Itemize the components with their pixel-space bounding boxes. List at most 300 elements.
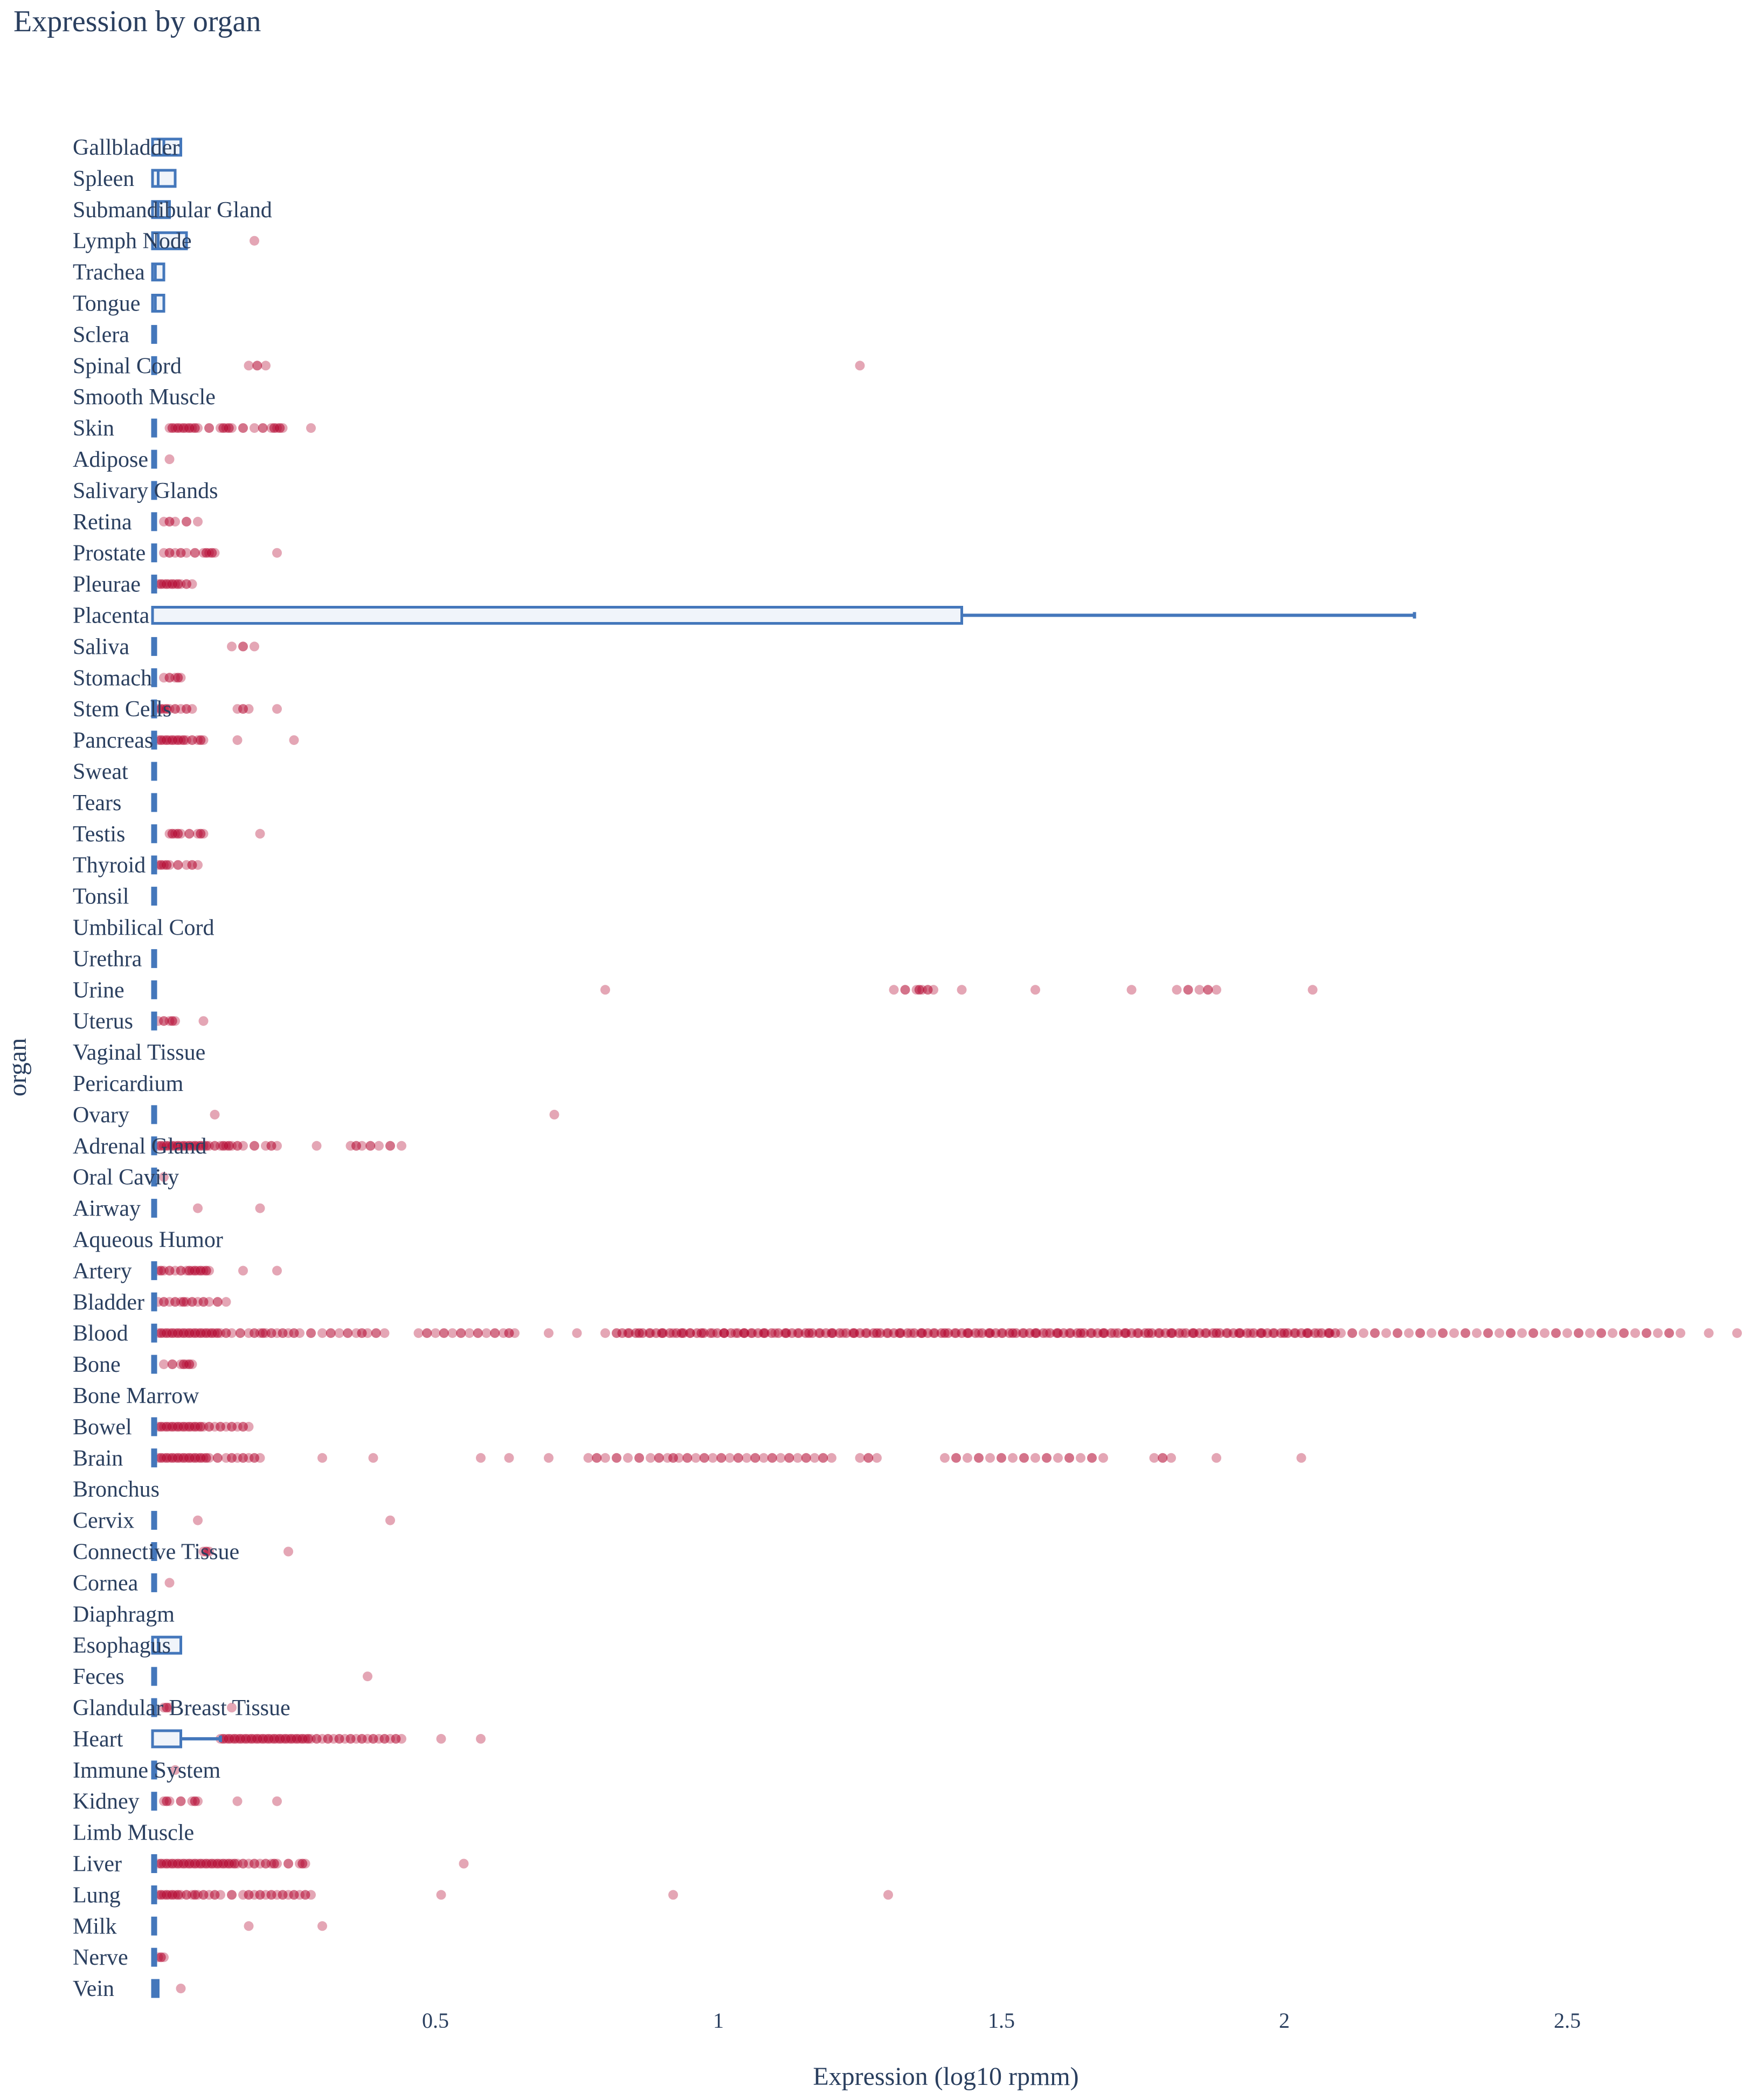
point-brain[interactable] (476, 1453, 486, 1463)
point-blood[interactable] (1381, 1328, 1391, 1338)
point-blood[interactable] (1483, 1328, 1493, 1338)
point-uterus[interactable] (170, 1016, 180, 1026)
point-feces[interactable] (363, 1671, 372, 1681)
point-blood[interactable] (1653, 1328, 1663, 1338)
box-rect (153, 982, 156, 998)
point-brain[interactable] (691, 1453, 701, 1463)
point-brain[interactable] (974, 1453, 984, 1463)
point-bone[interactable] (188, 1359, 197, 1369)
box-rect (153, 1356, 156, 1372)
point-prostate[interactable] (210, 548, 220, 558)
point-blood[interactable] (456, 1328, 466, 1338)
point-blood[interactable] (295, 1328, 305, 1338)
category-label-bone: Bone (73, 1352, 121, 1378)
point-prostate[interactable] (190, 548, 200, 558)
box-rect (153, 1262, 156, 1279)
point-artery[interactable] (272, 1266, 282, 1275)
point-urine[interactable] (1172, 985, 1182, 994)
point-brain[interactable] (940, 1453, 950, 1463)
box-tears[interactable] (153, 795, 156, 811)
box-sclera[interactable] (153, 326, 156, 342)
point-blood[interactable] (1608, 1328, 1617, 1338)
point-airway[interactable] (255, 1204, 265, 1213)
point-kidney[interactable] (233, 1797, 243, 1806)
point-brain[interactable] (1053, 1453, 1063, 1463)
point-blood[interactable] (1574, 1328, 1583, 1338)
category-label-skin: Skin (73, 416, 115, 441)
box-stomach[interactable] (153, 669, 156, 686)
point-adipose[interactable] (165, 454, 175, 464)
category-label-placenta: Placenta (73, 603, 150, 628)
box-rect (153, 1731, 181, 1747)
point-heart[interactable] (397, 1734, 406, 1744)
outlier-points-layer (154, 236, 1742, 1993)
point-connective-tissue[interactable] (283, 1547, 293, 1557)
point-ovary[interactable] (550, 1110, 559, 1120)
box-rect (153, 1856, 156, 1872)
box-rect (153, 638, 156, 654)
point-blood[interactable] (371, 1328, 381, 1338)
box-urine[interactable] (153, 982, 156, 998)
point-blood[interactable] (1461, 1328, 1470, 1338)
point-urine[interactable] (889, 985, 899, 994)
point-pancreas[interactable] (199, 735, 209, 745)
point-brain[interactable] (784, 1453, 794, 1463)
point-urine[interactable] (901, 985, 910, 994)
point-saliva[interactable] (250, 641, 259, 651)
point-blood[interactable] (343, 1328, 352, 1338)
point-skin[interactable] (238, 423, 248, 433)
point-urine[interactable] (1184, 985, 1193, 994)
point-stem-cells[interactable] (188, 704, 197, 714)
box-rect (153, 857, 156, 873)
point-urine[interactable] (600, 985, 610, 994)
point-vein[interactable] (176, 1984, 186, 1993)
point-blood[interactable] (306, 1328, 316, 1338)
point-prostate[interactable] (272, 548, 282, 558)
point-spinal-cord[interactable] (261, 361, 271, 370)
point-bone[interactable] (159, 1359, 169, 1369)
category-label-vein: Vein (73, 1977, 114, 2002)
point-brain[interactable] (700, 1453, 709, 1463)
point-blood[interactable] (1596, 1328, 1606, 1338)
point-retina[interactable] (182, 517, 191, 527)
point-lymph-node[interactable] (250, 236, 259, 246)
point-blood[interactable] (1642, 1328, 1651, 1338)
point-urine[interactable] (929, 985, 938, 994)
point-blood[interactable] (1415, 1328, 1425, 1338)
chart-title: Expression by organ (13, 5, 261, 38)
box-skin[interactable] (153, 420, 156, 436)
point-heart[interactable] (476, 1734, 486, 1744)
point-saliva[interactable] (227, 641, 237, 651)
point-blood[interactable] (600, 1328, 610, 1338)
point-blood[interactable] (1732, 1328, 1742, 1338)
point-testis[interactable] (199, 829, 209, 839)
point-brain[interactable] (767, 1453, 777, 1463)
point-milk[interactable] (317, 1921, 327, 1931)
point-adrenal-gland[interactable] (272, 1141, 282, 1151)
category-label-nerve: Nerve (73, 1945, 128, 1971)
point-brain[interactable] (708, 1453, 718, 1463)
point-brain[interactable] (742, 1453, 752, 1463)
point-adrenal-gland[interactable] (385, 1141, 395, 1151)
point-spinal-cord[interactable] (855, 361, 865, 370)
point-spinal-cord[interactable] (244, 361, 254, 370)
point-blood[interactable] (448, 1328, 458, 1338)
point-brain[interactable] (963, 1453, 972, 1463)
point-liver[interactable] (459, 1859, 469, 1869)
box-lung[interactable] (153, 1887, 156, 1903)
point-adrenal-gland[interactable] (312, 1141, 322, 1151)
point-skin[interactable] (193, 423, 203, 433)
point-blood[interactable] (1449, 1328, 1459, 1338)
point-liver[interactable] (283, 1859, 293, 1869)
point-urine[interactable] (1308, 985, 1318, 994)
category-labels (73, 135, 290, 2001)
point-blood[interactable] (1495, 1328, 1504, 1338)
box-rect (153, 1294, 156, 1310)
point-brain[interactable] (759, 1453, 769, 1463)
box-vein[interactable] (153, 1980, 158, 1997)
point-brain[interactable] (1098, 1453, 1108, 1463)
point-blood[interactable] (465, 1328, 474, 1338)
point-lung[interactable] (668, 1890, 678, 1899)
point-uterus[interactable] (199, 1016, 209, 1026)
category-label-immune-system: Immune System (73, 1758, 221, 1783)
category-label-tears: Tears (73, 790, 122, 816)
box-liver[interactable] (153, 1856, 156, 1872)
point-stem-cells[interactable] (244, 704, 254, 714)
point-blood[interactable] (1404, 1328, 1414, 1338)
point-brain[interactable] (1008, 1453, 1018, 1463)
box-brain[interactable] (153, 1450, 156, 1466)
point-stomach[interactable] (176, 673, 186, 682)
category-label-ovary: Ovary (73, 1102, 129, 1128)
point-blood[interactable] (1370, 1328, 1380, 1338)
point-brain[interactable] (827, 1453, 836, 1463)
point-kidney[interactable] (193, 1797, 203, 1806)
point-blood[interactable] (1540, 1328, 1550, 1338)
box-bone[interactable] (153, 1356, 156, 1372)
point-blood[interactable] (1630, 1328, 1640, 1338)
point-blood[interactable] (1551, 1328, 1561, 1338)
box-rect (153, 826, 156, 842)
point-adrenal-gland[interactable] (374, 1141, 384, 1151)
point-brain[interactable] (584, 1453, 593, 1463)
point-blood[interactable] (380, 1328, 390, 1338)
point-blood[interactable] (1331, 1328, 1340, 1338)
point-thyroid[interactable] (165, 860, 175, 870)
box-bowel[interactable] (153, 1419, 156, 1435)
point-artery[interactable] (238, 1266, 248, 1275)
point-cervix[interactable] (193, 1516, 203, 1525)
box-ovary[interactable] (153, 1107, 156, 1123)
point-brain[interactable] (872, 1453, 882, 1463)
box-rect (153, 795, 156, 811)
box-sweat[interactable] (153, 763, 156, 779)
point-blood[interactable] (1619, 1328, 1629, 1338)
category-label-bronchus: Bronchus (73, 1477, 160, 1502)
point-cornea[interactable] (165, 1578, 175, 1587)
point-brain[interactable] (623, 1453, 633, 1463)
point-brain[interactable] (750, 1453, 760, 1463)
point-brain[interactable] (1030, 1453, 1040, 1463)
point-brain[interactable] (725, 1453, 735, 1463)
point-blood[interactable] (1393, 1328, 1402, 1338)
point-nerve[interactable] (159, 1952, 169, 1962)
point-pleurae[interactable] (188, 579, 197, 589)
point-brain[interactable] (855, 1453, 865, 1463)
box-feces[interactable] (153, 1668, 156, 1684)
point-lung[interactable] (306, 1890, 316, 1899)
point-brain[interactable] (204, 1453, 214, 1463)
point-brain[interactable] (213, 1453, 223, 1463)
point-bladder[interactable] (213, 1297, 223, 1307)
box-airway[interactable] (153, 1200, 156, 1217)
category-label-sclera: Sclera (73, 322, 129, 348)
point-skin[interactable] (258, 423, 268, 433)
point-brain[interactable] (1297, 1453, 1306, 1463)
point-brain[interactable] (612, 1453, 621, 1463)
box-testis[interactable] (153, 826, 156, 842)
box-kidney[interactable] (153, 1793, 156, 1809)
point-brain[interactable] (985, 1453, 995, 1463)
point-blood[interactable] (1427, 1328, 1436, 1338)
point-brain[interactable] (1150, 1453, 1159, 1463)
point-brain[interactable] (600, 1453, 610, 1463)
box-thyroid[interactable] (153, 857, 156, 873)
box-rect (153, 1512, 156, 1529)
point-testis[interactable] (255, 829, 265, 839)
point-bladder[interactable] (204, 1297, 214, 1307)
point-brain[interactable] (674, 1453, 684, 1463)
point-blood[interactable] (572, 1328, 582, 1338)
box-spleen[interactable] (153, 170, 175, 186)
point-blood[interactable] (363, 1328, 372, 1338)
point-blood[interactable] (335, 1328, 344, 1338)
point-adrenal-gland[interactable] (238, 1141, 248, 1151)
category-label-spleen: Spleen (73, 166, 135, 191)
point-thyroid[interactable] (193, 860, 203, 870)
point-artery[interactable] (204, 1266, 214, 1275)
category-label-glandular-breast-tissue: Glandular Breast Tissue (73, 1696, 290, 1721)
box-heart[interactable] (153, 1731, 220, 1747)
point-brain[interactable] (951, 1453, 961, 1463)
point-spinal-cord[interactable] (252, 361, 262, 370)
category-label-tongue: Tongue (73, 291, 141, 316)
point-blood[interactable] (1676, 1328, 1685, 1338)
category-label-bladder: Bladder (73, 1290, 144, 1315)
point-brain[interactable] (776, 1453, 786, 1463)
point-blood[interactable] (1664, 1328, 1674, 1338)
point-lung[interactable] (227, 1890, 237, 1899)
point-kidney[interactable] (272, 1797, 282, 1806)
box-cornea[interactable] (153, 1574, 156, 1591)
point-blood[interactable] (422, 1328, 432, 1338)
point-retina[interactable] (193, 517, 203, 527)
point-brain[interactable] (1076, 1453, 1085, 1463)
point-brain[interactable] (544, 1453, 554, 1463)
category-label-adipose: Adipose (73, 447, 148, 472)
point-brain[interactable] (1019, 1453, 1029, 1463)
point-bowel[interactable] (244, 1422, 254, 1432)
point-skin[interactable] (278, 423, 288, 433)
category-label-blood: Blood (73, 1321, 128, 1346)
point-brain[interactable] (801, 1453, 811, 1463)
point-urine[interactable] (957, 985, 967, 994)
point-blood[interactable] (1359, 1328, 1368, 1338)
point-blood[interactable] (490, 1328, 500, 1338)
point-urine[interactable] (1127, 985, 1137, 994)
point-milk[interactable] (244, 1921, 254, 1931)
point-skin[interactable] (306, 423, 316, 433)
point-brain[interactable] (997, 1453, 1006, 1463)
point-testis[interactable] (184, 829, 194, 839)
point-urine[interactable] (1195, 985, 1205, 994)
point-brain[interactable] (654, 1453, 664, 1463)
point-brain[interactable] (818, 1453, 828, 1463)
point-adrenal-gland[interactable] (357, 1141, 367, 1151)
point-blood[interactable] (1562, 1328, 1572, 1338)
point-bone[interactable] (168, 1359, 177, 1369)
category-label-pleurae: Pleurae (73, 572, 141, 597)
point-brain[interactable] (646, 1453, 655, 1463)
point-saliva[interactable] (238, 641, 248, 651)
box-tonsil[interactable] (153, 888, 156, 904)
point-prostate[interactable] (182, 548, 191, 558)
box-artery[interactable] (153, 1262, 156, 1279)
point-brain[interactable] (810, 1453, 820, 1463)
point-blood[interactable] (236, 1328, 245, 1338)
point-stem-cells[interactable] (272, 704, 282, 714)
box-tongue[interactable] (153, 295, 164, 312)
box-adipose[interactable] (153, 451, 156, 467)
point-blood[interactable] (510, 1328, 520, 1338)
box-urethra[interactable] (153, 950, 156, 966)
point-blood[interactable] (544, 1328, 554, 1338)
box-prostate[interactable] (153, 545, 156, 561)
point-pancreas[interactable] (233, 735, 243, 745)
point-brain[interactable] (369, 1453, 378, 1463)
point-bladder[interactable] (222, 1297, 231, 1307)
point-brain[interactable] (1064, 1453, 1074, 1463)
point-brain[interactable] (682, 1453, 692, 1463)
point-lung[interactable] (216, 1890, 225, 1899)
point-kidney[interactable] (165, 1797, 175, 1806)
box-cervix[interactable] (153, 1512, 156, 1529)
point-ovary[interactable] (210, 1110, 220, 1120)
point-brain[interactable] (1087, 1453, 1097, 1463)
x-axis-title: Expression (log10 rpmm) (813, 2062, 1079, 2091)
point-brain[interactable] (734, 1453, 743, 1463)
box-trachea[interactable] (153, 264, 164, 280)
point-lung[interactable] (437, 1890, 446, 1899)
point-airway[interactable] (193, 1204, 203, 1213)
point-adrenal-gland[interactable] (250, 1141, 259, 1151)
point-heart[interactable] (437, 1734, 446, 1744)
point-blood[interactable] (1438, 1328, 1448, 1338)
point-blood[interactable] (1506, 1328, 1516, 1338)
point-brain[interactable] (1166, 1453, 1176, 1463)
category-label-diaphragm: Diaphragm (73, 1602, 175, 1627)
point-brain[interactable] (504, 1453, 514, 1463)
point-brain[interactable] (1158, 1453, 1167, 1463)
category-label-stem-cells: Stem Cells (73, 697, 172, 722)
box-nerve[interactable] (153, 1949, 156, 1965)
category-label-lung: Lung (73, 1883, 121, 1908)
point-brain[interactable] (1042, 1453, 1052, 1463)
point-adrenal-gland[interactable] (397, 1141, 406, 1151)
point-blood[interactable] (482, 1328, 492, 1338)
point-blood[interactable] (439, 1328, 449, 1338)
point-skin[interactable] (250, 423, 259, 433)
x-tick-label: 2 (1279, 2008, 1290, 2033)
point-blood[interactable] (414, 1328, 424, 1338)
point-brain[interactable] (1212, 1453, 1221, 1463)
point-blood[interactable] (326, 1328, 336, 1338)
point-brain[interactable] (255, 1453, 265, 1463)
point-blood[interactable] (1528, 1328, 1538, 1338)
point-skin[interactable] (204, 423, 214, 433)
box-pleurae[interactable] (153, 576, 156, 592)
point-brain[interactable] (592, 1453, 601, 1463)
point-blood[interactable] (1517, 1328, 1527, 1338)
point-brain[interactable] (793, 1453, 803, 1463)
box-retina[interactable] (153, 514, 156, 530)
box-bladder[interactable] (153, 1294, 156, 1310)
box-uterus[interactable] (153, 1013, 156, 1029)
point-urine[interactable] (1030, 985, 1040, 994)
point-blood[interactable] (473, 1328, 483, 1338)
point-blood[interactable] (317, 1328, 327, 1338)
box-placenta[interactable] (153, 607, 1415, 624)
point-lung[interactable] (883, 1890, 893, 1899)
point-urine[interactable] (1212, 985, 1221, 994)
point-brain[interactable] (716, 1453, 726, 1463)
category-label-artery: Artery (73, 1259, 132, 1284)
point-brain[interactable] (317, 1453, 327, 1463)
box-milk[interactable] (153, 1918, 156, 1934)
category-label-adrenal-gland: Adrenal Gland (73, 1134, 207, 1159)
point-skin[interactable] (227, 423, 237, 433)
point-adrenal-gland[interactable] (365, 1141, 375, 1151)
category-label-trachea: Trachea (73, 260, 145, 285)
point-blood[interactable] (1585, 1328, 1595, 1338)
point-liver[interactable] (272, 1859, 282, 1869)
point-thyroid[interactable] (173, 860, 183, 870)
point-blood[interactable] (431, 1328, 440, 1338)
box-rect (153, 1419, 156, 1435)
point-testis[interactable] (176, 829, 186, 839)
category-label-milk: Milk (73, 1914, 117, 1939)
point-blood[interactable] (1347, 1328, 1357, 1338)
box-blood[interactable] (153, 1325, 156, 1341)
point-cervix[interactable] (385, 1516, 395, 1525)
point-blood[interactable] (227, 1328, 237, 1338)
point-blood[interactable] (1472, 1328, 1482, 1338)
point-blood[interactable] (1704, 1328, 1714, 1338)
point-brain[interactable] (863, 1453, 873, 1463)
point-kidney[interactable] (176, 1797, 186, 1806)
point-liver[interactable] (301, 1859, 310, 1869)
point-urine[interactable] (1203, 985, 1213, 994)
point-pancreas[interactable] (289, 735, 299, 745)
box-rect (153, 451, 156, 467)
box-saliva[interactable] (153, 638, 156, 654)
point-retina[interactable] (170, 517, 180, 527)
point-brain[interactable] (634, 1453, 644, 1463)
